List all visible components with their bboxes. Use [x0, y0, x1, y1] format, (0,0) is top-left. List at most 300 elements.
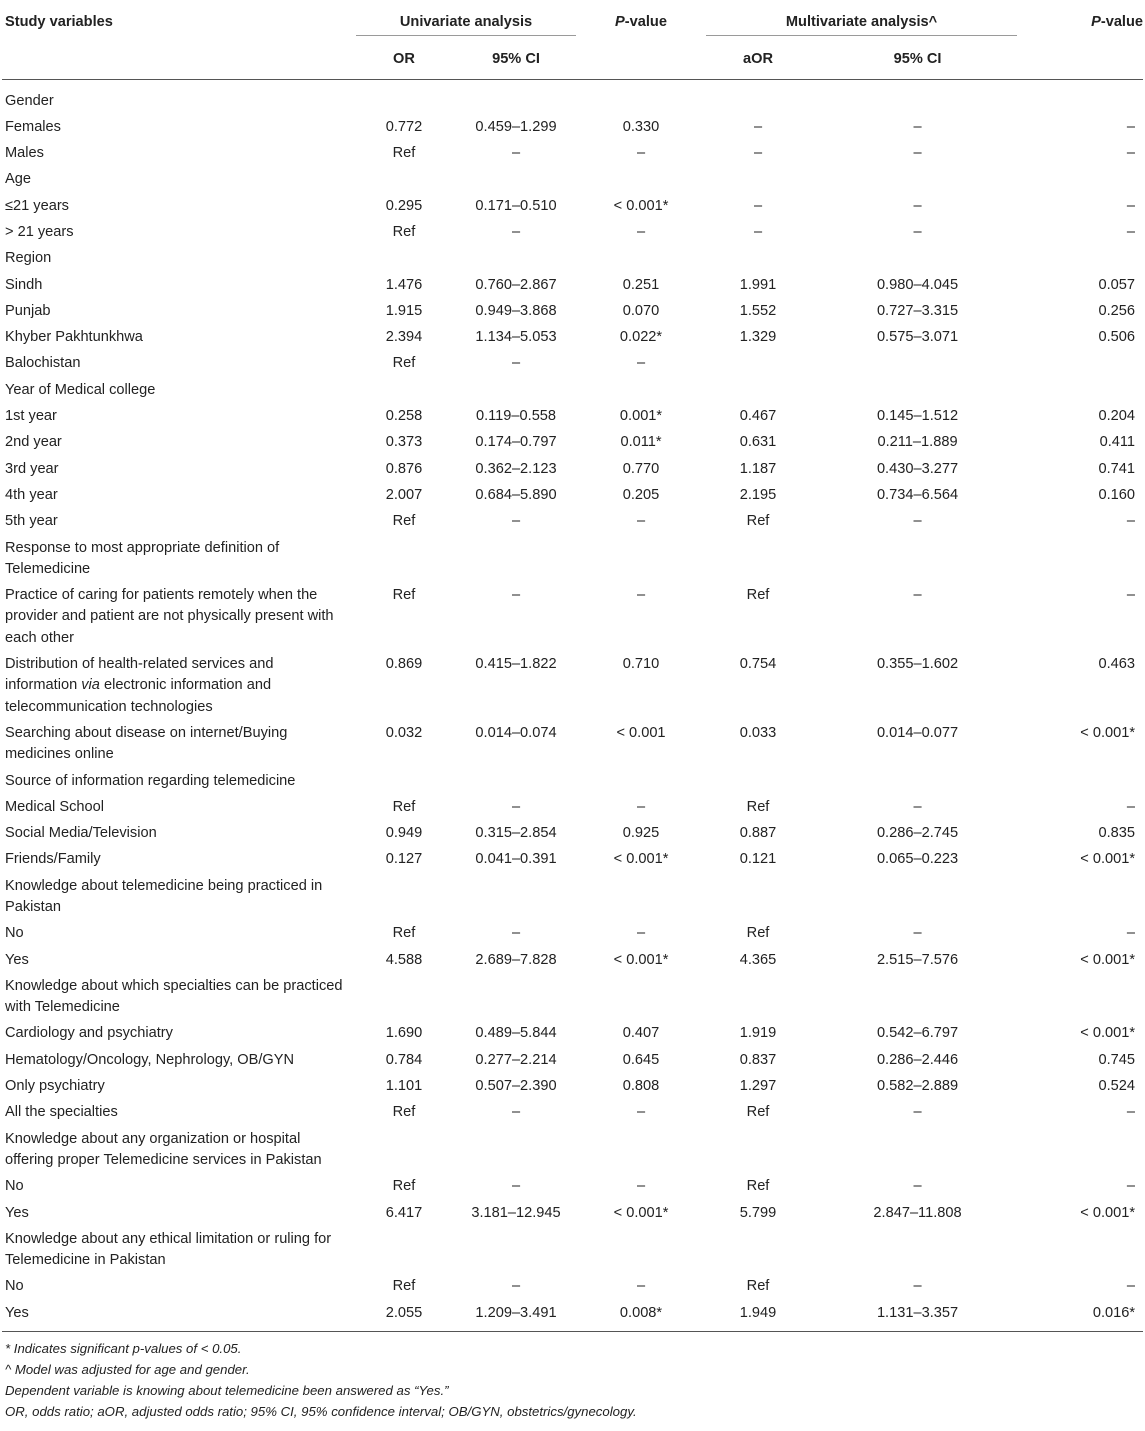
header-ci: 95% CI: [456, 41, 576, 80]
cell-aor: Ref: [746, 1104, 770, 1121]
cell-aor: –: [753, 145, 763, 162]
cell-or: [352, 167, 456, 193]
header-aor: aOR: [706, 41, 810, 80]
row-label: No: [5, 925, 24, 942]
cell-ci: 3.181–12.945: [471, 1204, 561, 1221]
cell-or: [352, 873, 456, 921]
cell-ci: –: [511, 355, 521, 372]
cell-aci: –: [913, 197, 922, 214]
cell-or: [352, 1226, 456, 1274]
table-row: [2, 1200, 1143, 1226]
cell-or: Ref: [392, 1104, 416, 1121]
cell-aci: 0.065–0.223: [876, 851, 959, 868]
row-label: Response to most appropriate definition of Telemedicine: [5, 539, 280, 577]
cell-pvalue: –: [636, 355, 646, 372]
cell-or: Ref: [392, 145, 416, 162]
cell-apvalue: 0.204: [1098, 408, 1136, 425]
cell-apvalue: –: [1126, 513, 1136, 530]
row-label: Year of Medical college: [5, 381, 156, 398]
cell-or: 0.295: [385, 197, 423, 214]
cell-ci: –: [511, 513, 521, 530]
row-label: Gender: [5, 92, 54, 109]
cell-apvalue: [1025, 768, 1143, 794]
cell-aci: 0.734–6.564: [876, 486, 959, 503]
cell-apvalue: [1025, 351, 1143, 377]
table-row: [2, 246, 1143, 272]
table-row: [2, 219, 1143, 245]
row-label: [2, 652, 352, 721]
cell-aci: 0.014–0.077: [876, 724, 959, 741]
row-label: Region: [5, 250, 52, 267]
cell-apvalue: 0.745: [1098, 1051, 1136, 1068]
table-row: [2, 921, 1143, 947]
cell-ci: 1.134–5.053: [475, 329, 557, 346]
cell-aor: 0.033: [739, 724, 777, 741]
cell-ci: [456, 1126, 576, 1174]
cell-ci: 0.171–0.510: [475, 197, 557, 214]
row-label: Sindh: [5, 276, 43, 293]
cell-pvalue: [576, 973, 706, 1021]
cell-apvalue: –: [1126, 1104, 1136, 1121]
cell-aci: 2.515–7.576: [876, 951, 959, 968]
table-row: [2, 873, 1143, 921]
cell-or: Ref: [392, 925, 416, 942]
cell-pvalue: [576, 1226, 706, 1274]
cell-aci: –: [913, 145, 922, 162]
row-label: Knowledge about which specialties can be practiced with Telemedicine: [5, 977, 343, 1016]
cell-pvalue: < 0.001*: [613, 951, 669, 968]
cell-aor: –: [753, 118, 763, 135]
cell-ci: 0.684–5.890: [475, 486, 557, 503]
cell-apvalue: < 0.001*: [1080, 851, 1136, 868]
cell-pvalue: –: [636, 145, 646, 162]
header-pvalue-rest-2: -value: [1100, 14, 1144, 30]
cell-apvalue: –: [1126, 223, 1136, 240]
table-row: [2, 167, 1143, 193]
cell-aci: –: [913, 587, 922, 604]
cell-pvalue: 0.925: [622, 825, 660, 842]
cell-apvalue: 0.506: [1098, 329, 1136, 346]
row-label: Medical School: [5, 798, 104, 815]
table-row: [2, 141, 1143, 167]
cell-or: 1.101: [385, 1078, 423, 1095]
row-label: 5th year: [5, 513, 58, 530]
table-row: [2, 821, 1143, 847]
cell-apvalue: [1025, 167, 1143, 193]
row-label: Yes: [5, 951, 29, 968]
cell-aor: Ref: [746, 1278, 770, 1295]
cell-ci: [456, 873, 576, 921]
cell-pvalue: 0.011*: [620, 434, 662, 451]
cell-aor: [706, 873, 810, 921]
cell-apvalue: –: [1126, 1278, 1136, 1295]
row-label: Knowledge about any ethical limitation or ruling for Telemedicine in Pakistan: [5, 1230, 332, 1269]
cell-pvalue: 0.645: [622, 1051, 660, 1068]
table-row: [2, 1074, 1143, 1100]
cell-aor: [706, 88, 810, 114]
table-row: [2, 1021, 1143, 1047]
table-row: [2, 1100, 1143, 1126]
cell-or: Ref: [392, 513, 416, 530]
row-label: Searching about disease on internet/Buying medicines online: [5, 724, 288, 763]
cell-aci: 0.145–1.512: [876, 408, 959, 425]
cell-ci: 0.174–0.797: [475, 434, 557, 451]
table-row: [2, 947, 1143, 973]
row-label: 3rd year: [5, 460, 59, 477]
table-row: [2, 377, 1143, 403]
row-label: 2nd year: [5, 434, 62, 451]
row-label: Age: [5, 171, 31, 188]
cell-aor: 5.799: [739, 1204, 777, 1221]
cell-apvalue: [1025, 873, 1143, 921]
cell-ci: 0.362–2.123: [475, 460, 557, 477]
cell-pvalue: –: [636, 1278, 646, 1295]
cell-ci: [456, 535, 576, 583]
table-row: [2, 509, 1143, 535]
cell-ci: 0.949–3.868: [475, 302, 557, 319]
table-row: [2, 1226, 1143, 1274]
row-label: No: [5, 1178, 24, 1195]
cell-ci: [456, 768, 576, 794]
table-row: [2, 535, 1143, 583]
header-pvalue-p-2: P: [1091, 14, 1101, 30]
cell-aci: [810, 246, 1025, 272]
cell-pvalue: 0.710: [622, 656, 660, 673]
cell-apvalue: –: [1126, 925, 1136, 942]
cell-ci: –: [511, 587, 521, 604]
cell-ci: 0.014–0.074: [475, 724, 557, 741]
cell-or: 0.949: [385, 825, 423, 842]
cell-pvalue: –: [636, 513, 646, 530]
table-row: [2, 847, 1143, 873]
cell-pvalue: 0.251: [622, 276, 660, 293]
cell-apvalue: 0.160: [1098, 486, 1136, 503]
cell-aci: –: [913, 118, 922, 135]
cell-apvalue: 0.016*: [1092, 1304, 1136, 1321]
cell-apvalue: –: [1126, 145, 1136, 162]
header-pvalue-rest: -value: [624, 14, 667, 30]
row-label: Knowledge about any organization or hospital offering proper Telemedicine services in Pakistan: [5, 1130, 322, 1168]
cell-or: 1.476: [385, 276, 423, 293]
cell-pvalue: 0.770: [622, 460, 660, 477]
cell-apvalue: –: [1126, 798, 1136, 815]
cell-aci: –: [913, 1178, 922, 1195]
cell-or: 0.373: [385, 434, 423, 451]
cell-ci: 0.119–0.558: [475, 408, 557, 425]
cell-aci: 0.286–2.745: [876, 825, 959, 842]
cell-aor: 0.837: [739, 1051, 777, 1068]
header-row-2: [2, 41, 1143, 80]
row-label-italic: via: [81, 677, 100, 694]
cell-pvalue: 0.001*: [619, 408, 663, 425]
cell-ci: –: [511, 1104, 521, 1121]
cell-or: 1.915: [385, 302, 423, 319]
table-body: [2, 88, 1143, 1327]
cell-aci: [810, 768, 1025, 794]
row-label: Only psychiatry: [5, 1078, 105, 1095]
cell-ci: [456, 973, 576, 1021]
cell-apvalue: 0.057: [1098, 276, 1136, 293]
cell-or: 0.869: [385, 656, 423, 673]
cell-aci: 0.980–4.045: [876, 276, 959, 293]
cell-pvalue: –: [636, 1178, 646, 1195]
cell-ci: 0.277–2.214: [475, 1051, 557, 1068]
row-label: Males: [5, 145, 44, 162]
cell-apvalue: 0.835: [1098, 825, 1136, 842]
header-pvalue-p: P: [615, 14, 625, 30]
cell-pvalue: [576, 88, 706, 114]
cell-aor: Ref: [746, 1178, 770, 1195]
footnote-dependent: Dependent variable is knowing about telemedicine been answered as “Yes.”: [5, 1382, 449, 1398]
cell-ci: [456, 246, 576, 272]
cell-aci: 1.131–3.357: [876, 1304, 959, 1321]
table-row: [2, 1047, 1143, 1073]
cell-pvalue: [576, 246, 706, 272]
row-label: Females: [5, 118, 61, 135]
cell-aci: –: [913, 925, 922, 942]
cell-aci: 0.542–6.797: [876, 1025, 959, 1042]
table-row: [2, 456, 1143, 482]
cell-apvalue: < 0.001*: [1080, 1204, 1136, 1221]
table-row: [2, 720, 1143, 768]
cell-aor: 1.329: [739, 329, 777, 346]
cell-or: 1.690: [385, 1025, 423, 1042]
cell-pvalue: 0.008*: [619, 1304, 663, 1321]
cell-pvalue: –: [636, 1104, 646, 1121]
cell-aci: –: [913, 513, 922, 530]
cell-apvalue: < 0.001*: [1080, 1025, 1136, 1042]
cell-ci: 0.315–2.854: [475, 825, 557, 842]
row-label: 4th year: [5, 486, 58, 503]
cell-aor: [706, 1226, 810, 1274]
table-row: [2, 973, 1143, 1021]
cell-aor: –: [753, 197, 763, 214]
cell-or: Ref: [392, 798, 416, 815]
cell-apvalue: 0.256: [1098, 302, 1136, 319]
cell-or: 2.055: [385, 1304, 423, 1321]
cell-apvalue: [1025, 246, 1143, 272]
cell-aor: 1.187: [739, 460, 777, 477]
cell-apvalue: [1025, 1226, 1143, 1274]
cell-aor: Ref: [746, 925, 770, 942]
cell-apvalue: [1025, 1126, 1143, 1174]
cell-aci: –: [913, 1278, 922, 1295]
cell-or: 2.007: [385, 486, 423, 503]
cell-or: 2.394: [385, 329, 423, 346]
cell-apvalue: 0.524: [1098, 1078, 1136, 1095]
cell-ci: –: [511, 145, 521, 162]
cell-apvalue: 0.463: [1098, 656, 1136, 673]
cell-aor: [706, 768, 810, 794]
cell-aci: 2.847–11.808: [873, 1204, 962, 1221]
row-label: Source of information regarding telemedicine: [5, 772, 296, 789]
cell-or: 0.127: [385, 851, 423, 868]
cell-or: Ref: [392, 1178, 416, 1195]
header-multivariate-group: [706, 0, 1025, 41]
cell-aor: 0.754: [739, 656, 777, 673]
cell-aci: 0.727–3.315: [876, 302, 959, 319]
cell-apvalue: –: [1126, 1178, 1136, 1195]
cell-pvalue: –: [636, 798, 646, 815]
cell-or: 0.772: [385, 118, 423, 135]
cell-apvalue: 0.411: [1099, 434, 1136, 451]
cell-aor: [706, 167, 810, 193]
cell-or: [352, 377, 456, 403]
table-row: [2, 193, 1143, 219]
cell-pvalue: [576, 873, 706, 921]
cell-aor: 0.121: [739, 851, 777, 868]
cell-ci: 0.041–0.391: [475, 851, 557, 868]
cell-pvalue: 0.070: [622, 302, 660, 319]
cell-pvalue: < 0.001*: [613, 1204, 669, 1221]
cell-aci: [810, 377, 1025, 403]
cell-aci: [810, 973, 1025, 1021]
cell-pvalue: 0.330: [622, 118, 660, 135]
cell-or: 0.876: [385, 460, 423, 477]
cell-or: [352, 1126, 456, 1174]
table-row: [2, 1300, 1143, 1326]
cell-pvalue: 0.205: [622, 486, 660, 503]
cell-aor: [706, 973, 810, 1021]
row-label: Yes: [5, 1304, 29, 1321]
cell-or: [352, 768, 456, 794]
cell-or: Ref: [392, 1278, 416, 1295]
table-row: [2, 404, 1143, 430]
footnote-abbreviations: OR, odds ratio; aOR, adjusted odds ratio; 95% CI, 95% confidence interval; OB/GYN, obstetrics/gynecology.: [5, 1403, 637, 1419]
cell-aci: 0.286–2.446: [876, 1051, 959, 1068]
row-label: Balochistan: [5, 355, 81, 372]
row-label: Yes: [5, 1204, 29, 1221]
cell-aci: 0.211–1.889: [877, 434, 958, 451]
cell-pvalue: < 0.001*: [613, 197, 669, 214]
table-row: [2, 114, 1143, 140]
cell-aor: 1.919: [739, 1025, 777, 1042]
cell-aor: [706, 377, 810, 403]
cell-aor: [706, 351, 810, 377]
table-row: [2, 583, 1143, 652]
cell-or: Ref: [392, 587, 416, 604]
cell-or: 0.032: [385, 724, 423, 741]
cell-aci: [810, 1226, 1025, 1274]
header-row-1: [2, 0, 1143, 41]
cell-or: [352, 973, 456, 1021]
row-label-part: electronic information and telecommunication technologies: [5, 677, 272, 715]
cell-pvalue: [576, 535, 706, 583]
row-label: All the specialties: [5, 1104, 118, 1121]
cell-apvalue: 0.741: [1098, 460, 1136, 477]
cell-ci: 0.760–2.867: [475, 276, 557, 293]
cell-aor: [706, 1126, 810, 1174]
cell-ci: 0.489–5.844: [475, 1025, 557, 1042]
results-table: [2, 0, 1143, 1332]
table-row: [2, 1126, 1143, 1174]
cell-aor: 2.195: [739, 486, 777, 503]
row-label: 1st year: [5, 408, 57, 425]
cell-pvalue: [576, 167, 706, 193]
cell-aor: 0.467: [739, 408, 777, 425]
header-pvalue-univariate: [576, 0, 706, 41]
row-label: Social Media/Television: [5, 825, 157, 842]
header-pvalue-multivariate: [1025, 0, 1143, 41]
cell-aci: –: [913, 798, 922, 815]
cell-apvalue: < 0.001*: [1080, 724, 1136, 741]
header-ci-2: 95% CI: [810, 41, 1025, 80]
cell-aci: 0.582–2.889: [876, 1078, 959, 1095]
cell-ci: [456, 88, 576, 114]
row-label: > 21 years: [5, 223, 74, 240]
cell-pvalue: < 0.001*: [613, 851, 669, 868]
cell-aci: –: [913, 1104, 922, 1121]
cell-apvalue: –: [1126, 197, 1136, 214]
row-label: Cardiology and psychiatry: [5, 1025, 173, 1042]
cell-apvalue: [1025, 973, 1143, 1021]
table-row: [2, 1274, 1143, 1300]
cell-aci: 0.430–3.277: [876, 460, 959, 477]
table-row: [2, 652, 1143, 721]
cell-aci: [810, 1126, 1025, 1174]
header-multivariate: Multivariate analysis^: [706, 14, 1017, 36]
row-label: Friends/Family: [5, 851, 101, 868]
row-label-part: Distribution of health-related services and information: [5, 656, 274, 694]
cell-or: [352, 88, 456, 114]
cell-pvalue: –: [636, 223, 646, 240]
cell-ci: 0.415–1.822: [475, 656, 557, 673]
cell-or: 0.258: [385, 408, 423, 425]
cell-aor: 1.949: [739, 1304, 777, 1321]
cell-or: [352, 246, 456, 272]
header-univariate-group: [352, 0, 576, 41]
cell-aor: [706, 535, 810, 583]
table-row: [2, 298, 1143, 324]
table-row: [2, 482, 1143, 508]
row-label: Khyber Pakhtunkhwa: [5, 329, 143, 346]
table-row: [2, 272, 1143, 298]
cell-aci: 0.355–1.602: [876, 656, 959, 673]
cell-ci: 0.459–1.299: [475, 118, 557, 135]
cell-aor: Ref: [746, 587, 770, 604]
table-row: [2, 325, 1143, 351]
cell-aci: [810, 167, 1025, 193]
cell-apvalue: < 0.001*: [1080, 951, 1136, 968]
cell-aci: [810, 88, 1025, 114]
cell-ci: –: [511, 925, 521, 942]
header-univariate: Univariate analysis: [356, 14, 576, 36]
cell-aor: 1.991: [739, 276, 777, 293]
cell-pvalue: 0.808: [622, 1078, 660, 1095]
table-row: [2, 430, 1143, 456]
cell-apvalue: [1025, 88, 1143, 114]
cell-pvalue: 0.407: [622, 1025, 660, 1042]
cell-ci: 0.507–2.390: [475, 1078, 557, 1095]
cell-aor: 1.552: [739, 302, 777, 319]
footnote-significance: * Indicates significant p-values of < 0.05.: [5, 1340, 242, 1356]
cell-aor: 4.365: [739, 951, 777, 968]
cell-apvalue: –: [1126, 118, 1136, 135]
table-row: [2, 794, 1143, 820]
cell-aci: [810, 351, 1025, 377]
cell-aor: [706, 246, 810, 272]
cell-ci: –: [511, 1278, 521, 1295]
cell-aor: –: [753, 223, 763, 240]
cell-pvalue: –: [636, 587, 646, 604]
cell-apvalue: [1025, 535, 1143, 583]
cell-ci: [456, 377, 576, 403]
row-label: Hematology/Oncology, Nephrology, OB/GYN: [5, 1051, 295, 1068]
footnote-model: ^ Model was adjusted for age and gender.: [5, 1361, 250, 1377]
table-row: [2, 88, 1143, 114]
cell-or: 6.417: [385, 1204, 423, 1221]
cell-apvalue: [1025, 377, 1143, 403]
